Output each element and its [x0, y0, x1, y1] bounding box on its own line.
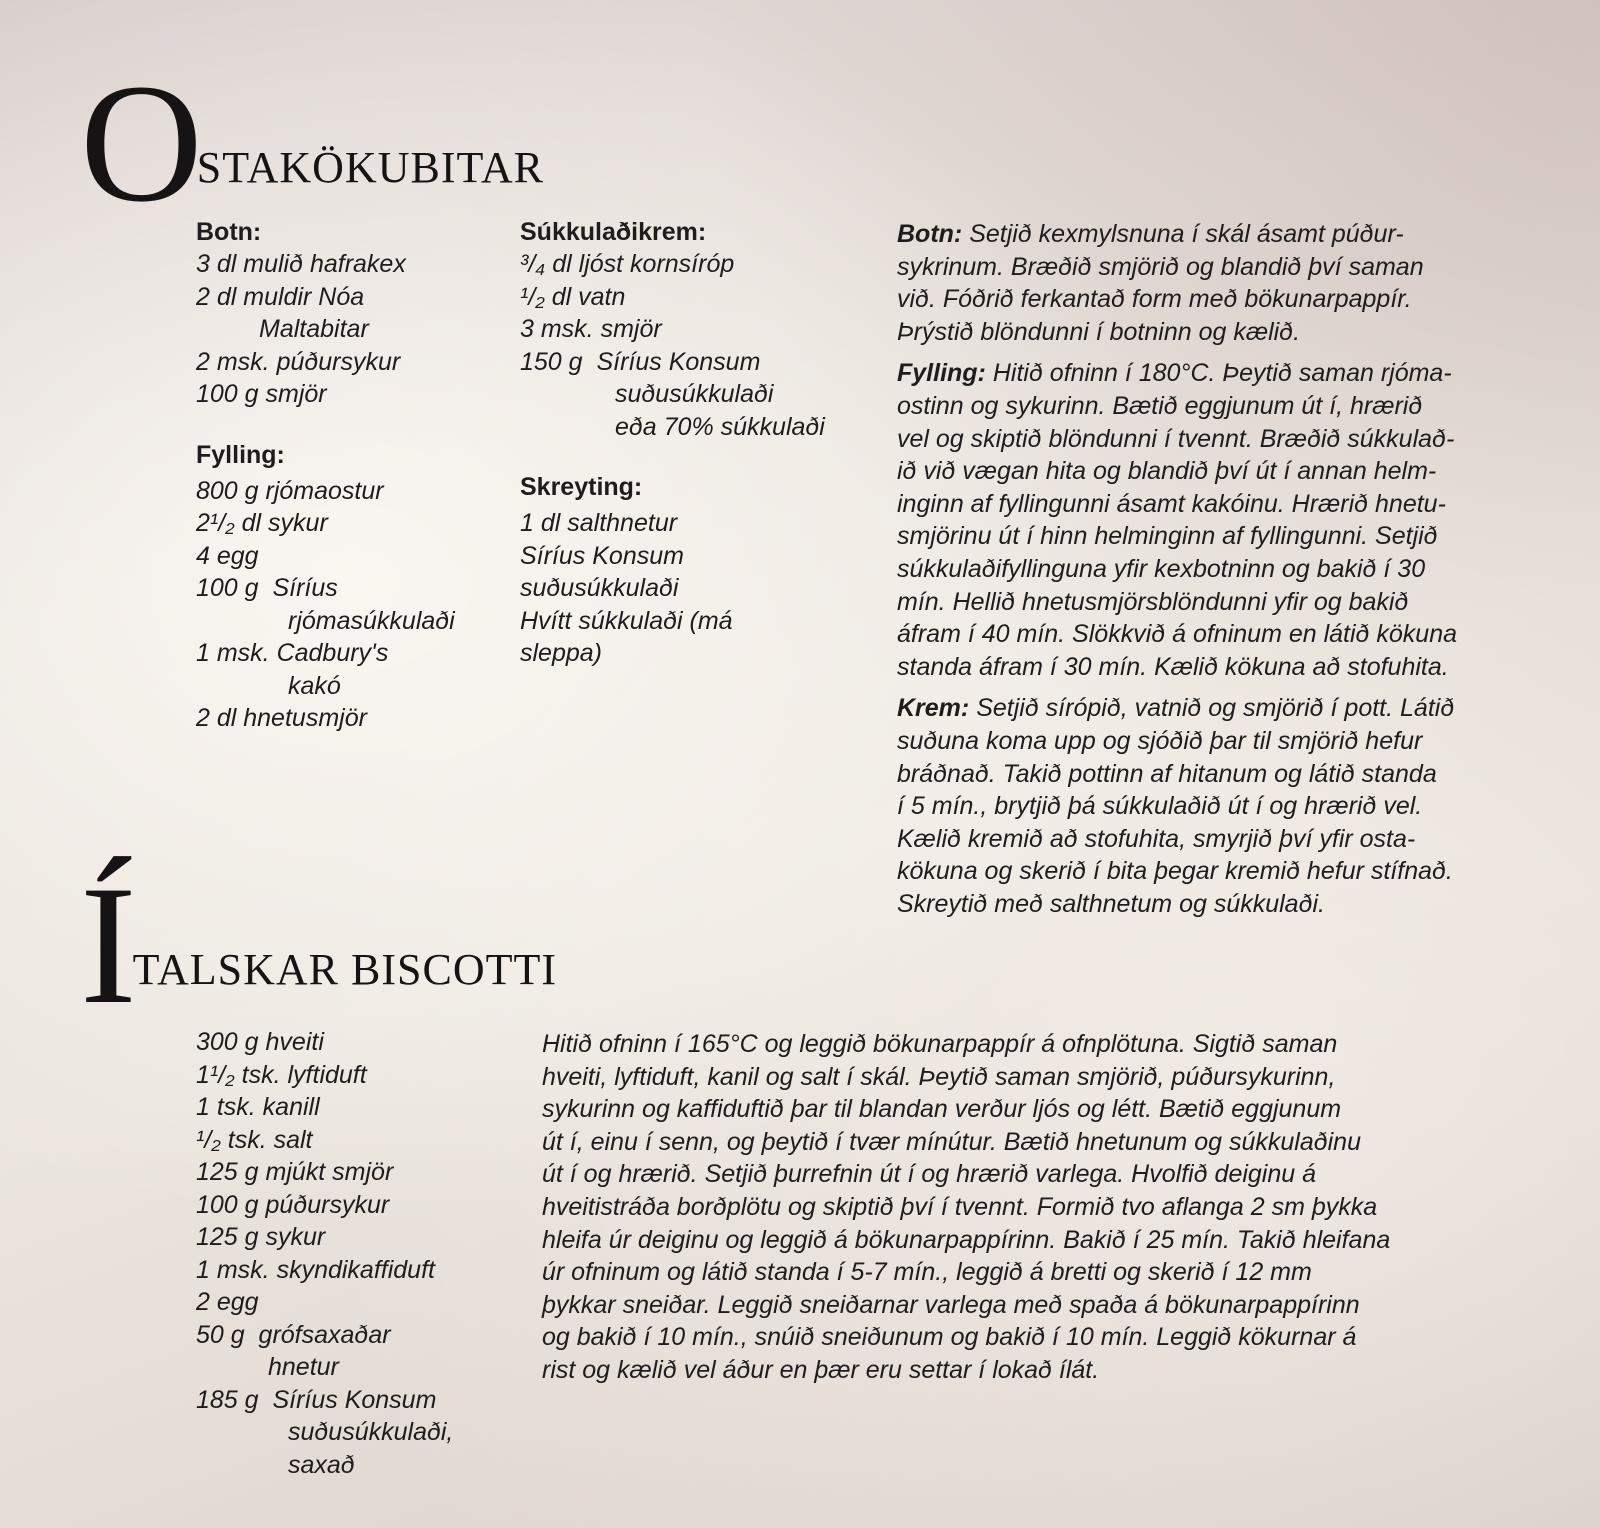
ingredient-item: 100 g púðursykur — [196, 1190, 390, 1219]
ingredient-item: Hvítt súkkulaði (má — [520, 606, 733, 635]
ingredient-item: 185 g Síríus Konsum — [196, 1385, 437, 1414]
method-ostakokubitar — [897, 218, 1577, 929]
ingredient-item: ¹/₂ dl vatn — [520, 282, 626, 311]
ingredient-item: saxað — [288, 1450, 355, 1479]
ingredient-item: 1 msk. Cadbury's — [196, 639, 389, 667]
method-line: sykrinum. Bræðið smjörið og blandið því saman — [897, 252, 1424, 281]
ingredient-item: Maltabitar — [259, 315, 369, 343]
ingredient-item: 1 tsk. kanill — [196, 1093, 320, 1121]
title-drop-cap: O — [80, 49, 203, 237]
method-line: Skreytið með salthnetum og súkkulaði. — [897, 889, 1325, 918]
ingredient-item: suðusúkkulaði, — [288, 1418, 454, 1446]
method-line: Kælið kremið að stofuhita, smyrjið því yfir osta- — [897, 824, 1416, 853]
ingredient-item: eða 70% súkkulaði — [615, 412, 825, 441]
ingredient-item: 1¹/₂ tsk. lyftiduft — [196, 1060, 367, 1089]
method-line: út í og hrærið. Setjið þurrefnin út í og hrærið varlega. Hvolfið deiginu á — [542, 1160, 1317, 1189]
section-heading-fylling: Fylling: — [196, 440, 285, 469]
method-line: bráðnað. Takið pottinn af hitanum og látið standa — [897, 759, 1437, 788]
method-paragraph — [542, 1028, 1582, 1387]
method-paragraph-fylling — [897, 357, 1577, 683]
title-drop-cap: Í — [80, 851, 137, 1039]
ingredient-item: 4 egg — [196, 541, 259, 570]
method-line: ið við vægan hita og blandið því út í annan helm- — [897, 457, 1437, 486]
method-line: við. Fóðrið ferkantað form með bökunarpappír. — [897, 285, 1412, 314]
ingredients-biscotti — [196, 1026, 453, 1481]
ingredient-item: 3 msk. smjör — [520, 315, 662, 343]
ingredient-item: 1 msk. skyndikaffiduft — [196, 1255, 435, 1284]
method-line: Setjið kexmylsnuna í skál ásamt púður- — [969, 220, 1404, 248]
ingredient-item: 150 g Síríus Konsum — [520, 347, 761, 376]
ingredient-item: ¹/₂ tsk. salt — [196, 1125, 313, 1154]
ingredient-item: 125 g mjúkt smjör — [196, 1158, 394, 1186]
method-line: standa áfram í 30 mín. Kælið kökuna að stofuhita. — [897, 652, 1449, 681]
method-line: og bakið í 10 mín., snúið sneiðunum og bakið í 10 mín. Leggið kökurnar á — [542, 1323, 1357, 1352]
method-line: inginn af fyllingunni ásamt kakóinu. Hrærið hnetu- — [897, 489, 1446, 518]
ingredient-item: suðusúkkulaði — [520, 574, 679, 602]
ingredient-item: 50 g grófsaxaðar — [196, 1320, 391, 1349]
method-biscotti — [542, 1028, 1582, 1396]
section-heading-skreyting: Skreyting: — [520, 473, 643, 501]
method-line: úr ofninum og látið standa í 5-7 mín., leggið á bretti og skerið í 12 mm — [542, 1258, 1312, 1287]
method-line: Setjið sírópið, vatnið og smjörið í pott. Látið — [976, 694, 1455, 723]
ingredient-item: 125 g sykur — [196, 1223, 326, 1251]
method-line: vel og skiptið blöndunni í tvennt. Bræðið súkkulað- — [897, 424, 1455, 453]
method-line: sykurinn og kaffiduftið þar til blandan verður ljós og létt. Bætið eggjunum — [542, 1095, 1342, 1124]
ingredient-item: 2 dl hnetusmjör — [196, 704, 367, 732]
method-line: kökuna og skerið í bita þegar kremið hefur stífnað. — [897, 857, 1453, 886]
method-line: Hitið ofninn í 165°C og leggið bökunarpappír á ofnplötuna. Sigtið saman — [542, 1030, 1338, 1058]
method-line: hleifa úr deiginu og leggið á bökunarpappírinn. Bakið í 25 mín. Takið hleifana — [542, 1225, 1391, 1254]
ingredient-item: rjómasúkkulaði — [288, 606, 455, 635]
ingredient-item: Síríus Konsum — [520, 541, 684, 570]
method-paragraph-krem — [897, 692, 1577, 920]
method-line: hveiti, lyftiduft, kanil og salt í skál. Þeytið saman smjörið, púðursykurinn, — [542, 1062, 1336, 1091]
section-heading-botn: Botn: — [196, 218, 262, 246]
method-label-krem: Krem: — [897, 694, 970, 723]
ingredient-item: 100 g Síríus — [196, 574, 338, 602]
ingredients-col-2 — [520, 216, 825, 670]
ingredient-item: 300 g hveiti — [196, 1028, 324, 1056]
method-line: út í, einu í senn, og þeytið í tvær mínútur. Bætið hnetunum og súkkulaðinu — [542, 1127, 1361, 1156]
method-label-fylling: Fylling: — [897, 359, 986, 388]
method-line: suðuna koma upp og sjóðið þar til smjörið hefur — [897, 726, 1423, 755]
ingredient-item: 2 msk. púðursykur — [196, 347, 401, 376]
method-paragraph-botn — [897, 218, 1577, 348]
method-line: súkkulaðifyllinguna yfir kexbotninn og bakið í 30 — [897, 554, 1426, 583]
method-line: mín. Hellið hnetusmjörsblöndunni yfir og bakið — [897, 587, 1409, 616]
method-line: hveitistráða borðplötu og skiptið því í tvennt. Formið tvo aflanga 2 sm þykka — [542, 1192, 1378, 1221]
ingredient-item: sleppa) — [520, 639, 602, 667]
method-line: þykkar sneiðar. Leggið sneiðarnar varlega með spaða á bökunarpappírinn — [542, 1290, 1360, 1319]
method-line: í 5 mín., brytjið þá súkkulaðið út í og hrærið vel. — [897, 792, 1423, 821]
ingredient-item: 800 g rjómaostur — [196, 476, 384, 505]
method-label-botn: Botn: — [897, 220, 963, 248]
ingredients-col-1 — [196, 216, 455, 735]
method-line: rist og kælið vel áður en þær eru settar í lokað ílát. — [542, 1355, 1100, 1384]
method-line: áfram í 40 mín. Slökkvið á ofninum en látið kökuna — [897, 620, 1458, 649]
ingredient-item: 2 dl muldir Nóa — [196, 282, 365, 311]
ingredient-item: suðusúkkulaði — [615, 380, 774, 408]
method-line: smjörinu út í hinn helminginn af fyllingunni. Setjið — [897, 522, 1438, 551]
ingredient-item: 2¹/₂ dl sykur — [196, 509, 328, 537]
ingredient-item: 2 egg — [196, 1288, 259, 1316]
ingredient-item: kakó — [288, 671, 341, 700]
method-line: ostinn og sykurinn. Bætið eggjunum út í, hrærið — [897, 391, 1423, 420]
ingredient-item: ³/₄ dl ljóst kornsíróp — [520, 250, 735, 278]
ingredient-item: 100 g smjör — [196, 380, 327, 408]
title-text: STAKÖKUBITAR — [196, 143, 544, 192]
method-line: Þrýstið blöndunni í botninn og kælið. — [897, 317, 1301, 346]
section-heading-sukkuladikrem: Súkkulaðikrem: — [520, 218, 707, 246]
ingredient-item: hnetur — [268, 1353, 339, 1381]
method-line: Hitið ofninn í 180°C. Þeytið saman rjóma- — [992, 359, 1452, 388]
ingredient-item: 1 dl salthnetur — [520, 509, 678, 537]
recipe-title-italskar-biscotti — [80, 851, 561, 1039]
ingredient-item: 3 dl mulið hafrakex — [196, 250, 406, 278]
title-text: TALSKAR BISCOTTI — [132, 945, 557, 994]
